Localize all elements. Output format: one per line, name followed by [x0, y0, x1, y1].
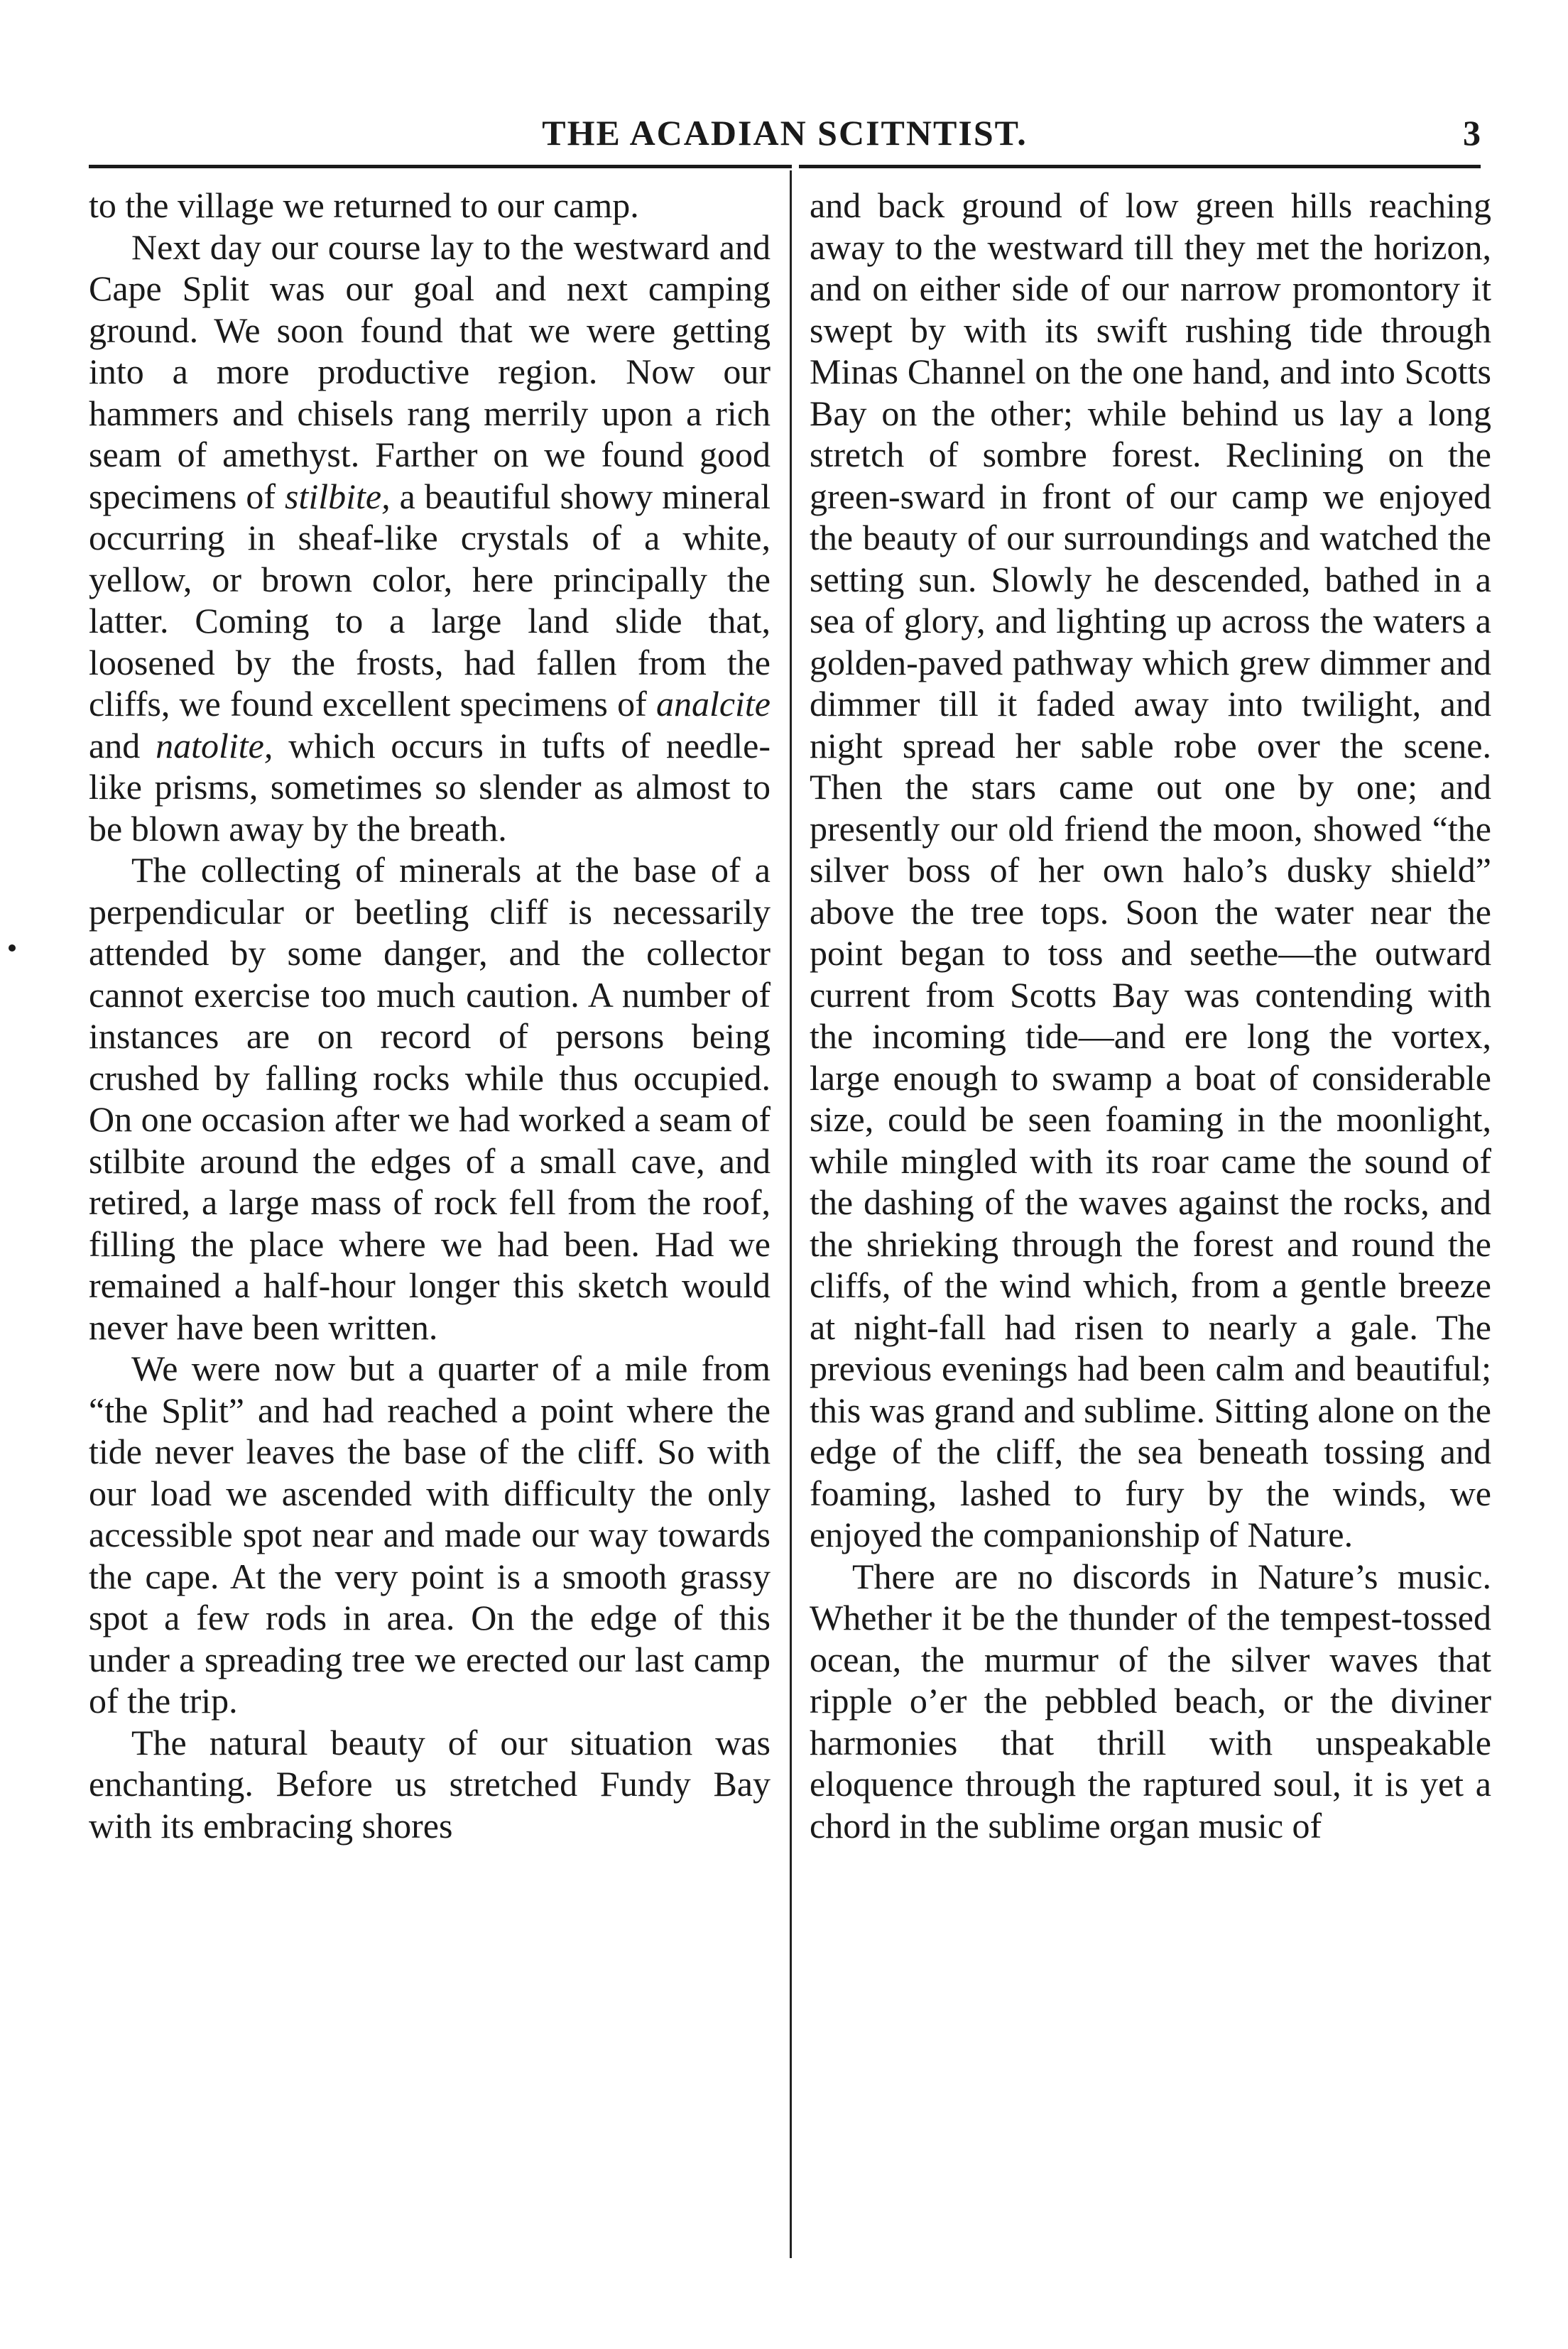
- mineral-term-stilbite: stilbite,: [285, 476, 391, 516]
- text-run: a beautiful showy mineral occurring in sheaf-like crystals of a white, yellow, or brown color, here principally the latter. Coming to a large land slide that, loosened by the frosts, had fallen from the cliffs, we found excellent specimens of: [89, 476, 771, 724]
- margin-mark: [9, 944, 16, 952]
- mineral-term-analcite: analcite: [655, 684, 771, 724]
- text-run: which occurs in tufts of needle-like prisms, sometimes so slender as almost to be blown away by the breath.: [89, 725, 771, 849]
- running-title: THE ACADIAN SCITNTIST.: [542, 113, 1028, 153]
- paragraph: The collecting of minerals at the base of a perpendicular or beetling cliff is necessarily attended by some danger, and the collector cannot exercise too much caution. A number of instances are on record of persons being crushed by falling rocks while thus occupied. On one occasion after we had worked a seam of stilbite around the edges of a small cave, and retired, a large mass of rock fell from the roof, filling the place where we had been. Had we remained a half-hour longer this sketch would never have been written.: [89, 850, 771, 1347]
- left-column: [89, 185, 771, 2244]
- column-divider: [790, 170, 792, 2258]
- page-number: 3: [1463, 113, 1481, 153]
- paragraph: and back ground of low green hills reaching away to the westward till they met the horizon, and on either side of our narrow promontory it swept by with its swift rushing tide through Minas Channel on the one hand, and into Scotts Bay on the other; while behind us lay a long stretch of sombre forest. Reclining on the green-sward in front of our camp we enjoyed the beauty of our surroundings and watched the setting sun. Slowly he descended, bathed in a sea of glory, and lighting up across the waters a golden-paved pathway which grew dimmer and dimmer till it faded away into twilight, and night spread her sable robe over the scene. Then the stars came out one by one; and presently our old friend the moon, showed “the silver boss of her own halo’s dusky shield” above the tree tops. Soon the water near the point began to toss and seethe—the outward current from Scotts Bay was contending with the incoming tide—and ere long the vortex, large enough to swamp a boat of considerable size, could be seen foaming in the moonlight, while mingled with its roar came the sound of the dashing of the waves against the rocks, and the shrieking through the forest and round the cliffs, of the wind which, from a gentle breeze at night-fall had risen to nearly a gale. The previous evenings had been calm and beautiful; this was grand and sublime. Sitting alone on the edge of the cliff, the sea beneath tossing and foaming, lashed to fury by the winds, we enjoyed the companionship of Nature.: [810, 185, 1491, 1554]
- paragraph: [89, 227, 771, 850]
- header-rule-right: [799, 165, 1481, 168]
- page-header: [89, 107, 1481, 163]
- paragraph: to the village we returned to our camp.: [89, 185, 639, 225]
- text-run: and: [89, 725, 156, 765]
- mineral-term-natolite: natolite,: [156, 725, 273, 765]
- text-run: Next day our course lay to the westward and Cape Split was our goal and next camping ground. We soon found that we were getting into a more productive region. Now our hammers and chisels rang merrily upon a rich seam of amethyst. Farther on we found good specimens of: [89, 227, 771, 516]
- paragraph: The natural beauty of our situation was enchanting. Before us stretched Fundy Bay with its embracing shores: [89, 1722, 771, 1846]
- right-column: [810, 185, 1491, 2244]
- paragraph: There are no discords in Nature’s music. Whether it be the thunder of the tempest-tossed ocean, the murmur of the silver waves that ripple o’er the pebbled beach, or the diviner harmonies that thrill with unspeakable eloquence through the raptured soul, it is yet a chord in the sublime organ music of: [810, 1556, 1491, 1846]
- header-rule-left: [89, 165, 792, 168]
- paragraph: We were now but a quarter of a mile from “the Split” and had reached a point where the tide never leaves the base of the cliff. So with our load we ascended with difficulty the only accessible spot near and made our way towards the cape. At the very point is a smooth grassy spot a few rods in area. On the edge of this under a spreading tree we erected our last camp of the trip.: [89, 1348, 771, 1721]
